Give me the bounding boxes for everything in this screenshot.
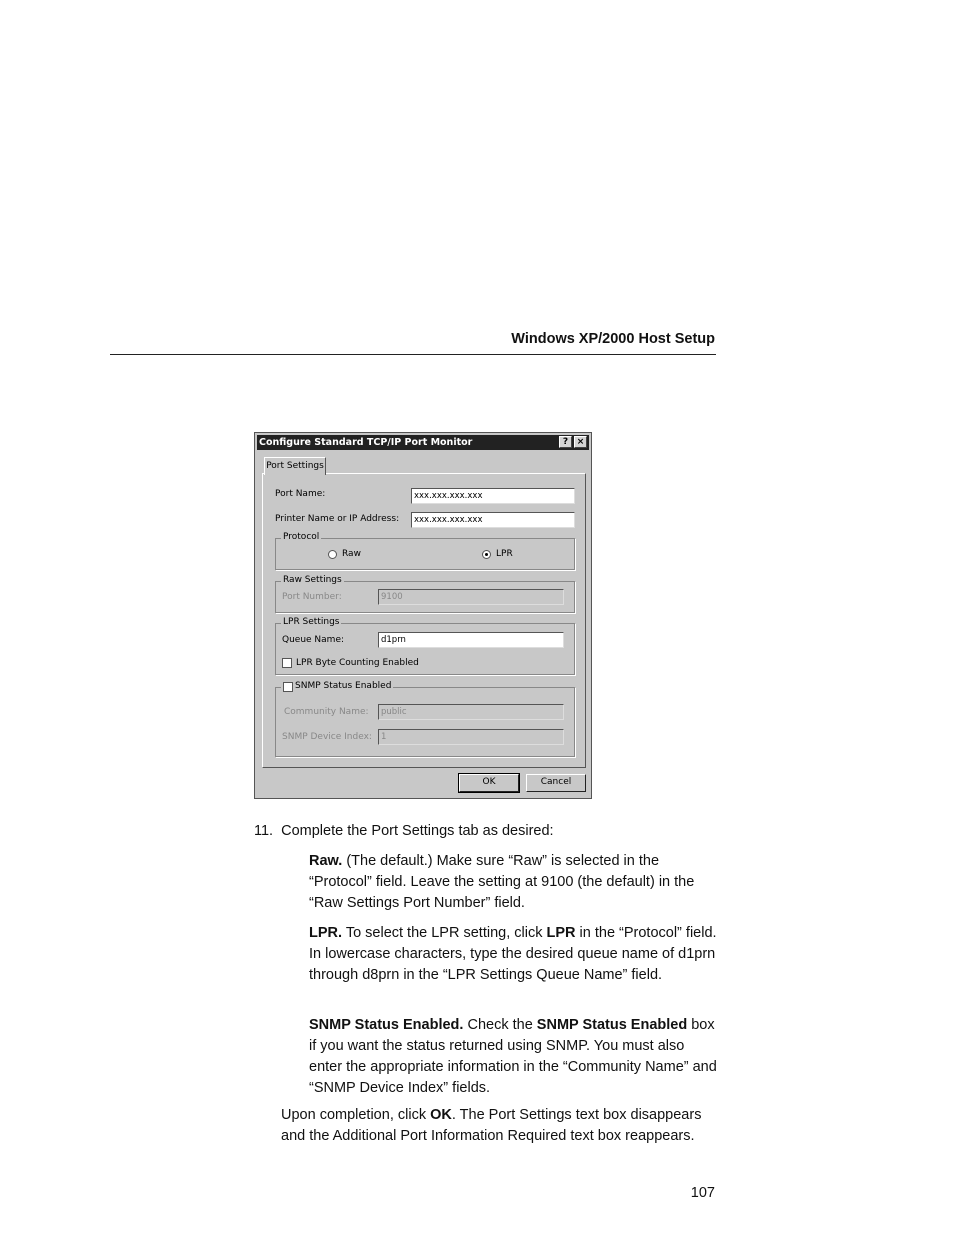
device-index-input: 1	[378, 729, 564, 745]
printer-address-input[interactable]: xxx.xxx.xxx.xxx	[411, 512, 575, 528]
device-index-label: SNMP Device Index:	[282, 732, 372, 742]
raw-settings-title: Raw Settings	[283, 575, 342, 585]
queue-name-input[interactable]: d1prn	[378, 632, 564, 648]
header-rule	[110, 354, 716, 355]
step-11	[254, 821, 554, 842]
port-monitor-dialog	[254, 432, 592, 799]
port-number-input: 9100	[378, 589, 564, 605]
raw-paragraph	[309, 851, 719, 914]
step-number: 11.	[254, 823, 274, 839]
page-number: 107	[690, 1185, 715, 1201]
snmp-checkbox[interactable]	[283, 682, 293, 692]
snmp-text-1: Check the	[467, 1017, 533, 1033]
dialog-titlebar	[257, 435, 589, 450]
snmp-group	[275, 681, 575, 757]
snmp-group-title	[281, 681, 393, 691]
byte-counting-label: LPR Byte Counting Enabled	[296, 658, 419, 668]
lpr-radio[interactable]	[482, 550, 491, 559]
completion-text-1: Upon completion, click	[281, 1107, 427, 1123]
snmp-checkbox-label: SNMP Status Enabled	[295, 681, 392, 691]
raw-term: Raw.	[309, 853, 343, 869]
raw-settings-group	[275, 575, 575, 613]
completion-paragraph	[281, 1105, 717, 1147]
community-name-label: Community Name:	[284, 707, 369, 717]
completion-bold: OK	[430, 1107, 452, 1123]
printer-address-label: Printer Name or IP Address:	[275, 514, 400, 524]
lpr-radio-label: LPR	[496, 549, 513, 559]
community-name-input: public	[378, 704, 564, 720]
snmp-text-2: box if you want the status returned using SNMP. You must also enter the appropriate information in the “Community Name” and “SNMP Device Index” fields.	[309, 1017, 717, 1096]
snmp-term: SNMP Status Enabled.	[309, 1017, 464, 1033]
port-name-label: Port Name:	[275, 489, 326, 499]
byte-counting-checkbox[interactable]	[282, 658, 292, 668]
completion-text-2: . The Port Settings text box disappears and the Additional Port Information Required text box reappears.	[281, 1107, 702, 1144]
step-text: Complete the Port Settings tab as desired:	[281, 823, 554, 839]
port-settings-panel	[262, 473, 586, 768]
snmp-paragraph	[309, 1015, 719, 1099]
queue-name-label: Queue Name:	[282, 635, 345, 645]
close-button[interactable]: ×	[574, 436, 587, 448]
lpr-paragraph	[309, 923, 719, 986]
protocol-group-title: Protocol	[283, 532, 320, 542]
port-name-input[interactable]: xxx.xxx.xxx.xxx	[411, 488, 575, 504]
dialog-title: Configure Standard TCP/IP Port Monitor	[259, 437, 473, 448]
raw-radio[interactable]	[328, 550, 337, 559]
lpr-term: LPR.	[309, 925, 343, 941]
protocol-group	[275, 532, 575, 570]
lpr-settings-group	[275, 617, 575, 675]
page-header-title: Windows XP/2000 Host Setup	[511, 331, 715, 347]
lpr-bold: LPR	[546, 925, 576, 941]
raw-radio-label: Raw	[342, 549, 361, 559]
snmp-bold: SNMP Status Enabled	[536, 1017, 688, 1033]
lpr-text-1: To select the LPR setting, click	[345, 925, 543, 941]
help-button[interactable]: ?	[559, 436, 572, 448]
raw-text: (The default.) Make sure “Raw” is selected in the “Protocol” field. Leave the setting at 9100 (the default) in the “Raw Settings Port Number” field.	[309, 853, 695, 911]
port-number-label: Port Number:	[282, 592, 342, 602]
ok-button[interactable]: OK	[459, 774, 519, 792]
cancel-button[interactable]: Cancel	[526, 774, 586, 792]
tab-port-settings[interactable]: Port Settings	[264, 457, 326, 475]
lpr-text-2: in the “Protocol” field. In lowercase characters, type the desired queue name of d1prn through d8prn in the “LPR Settings Queue Name” field.	[309, 925, 717, 983]
lpr-settings-title: LPR Settings	[283, 617, 340, 627]
